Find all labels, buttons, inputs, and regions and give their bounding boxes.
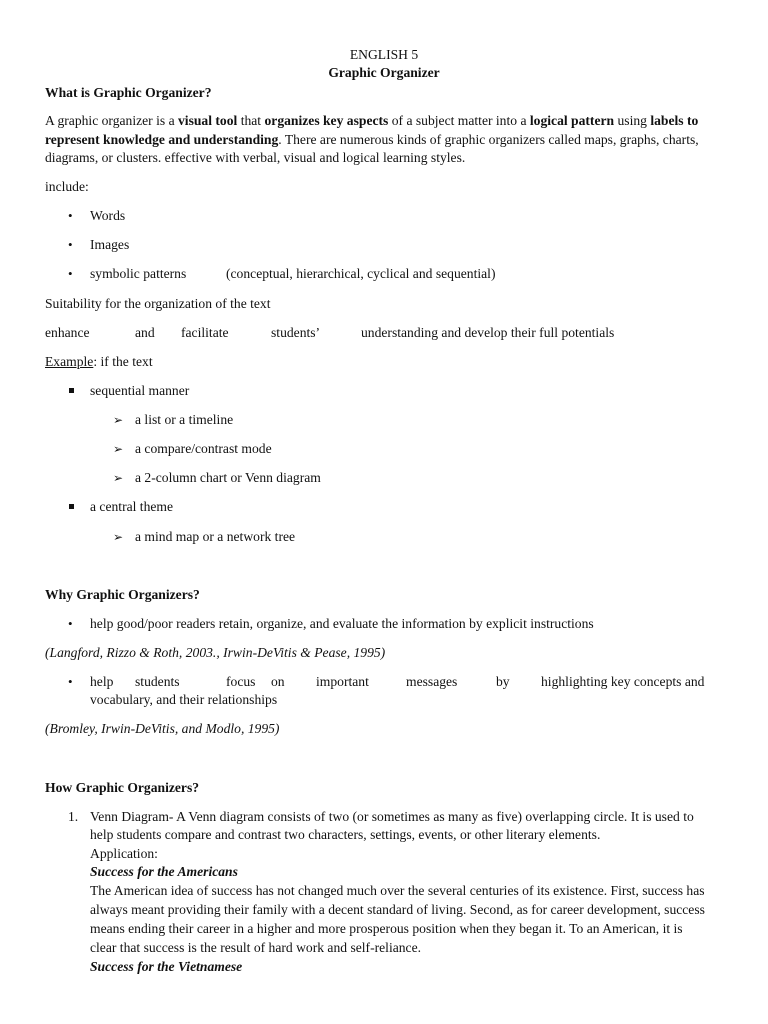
arrow-bullet-icon: ➢ <box>113 530 124 544</box>
subtitle-americans: Success for the Americans <box>90 864 238 879</box>
venn-line-2: help students compare and contrast two characters, settings, events, or other literary elements. <box>90 827 601 842</box>
example-label: Example <box>45 354 94 369</box>
square-bullet-icon <box>69 504 74 509</box>
heading-what: What is Graphic Organizer? <box>45 85 212 100</box>
bullet-dot-icon: • <box>68 237 73 252</box>
enhance-line <box>45 324 645 342</box>
text-run-bold: visual tool <box>178 113 238 128</box>
americans-line-3: means ending their career in a higher and more prosperous position when they began it. To an American, it is <box>90 921 683 936</box>
word: important <box>316 674 369 689</box>
citation: (Bromley, Irwin-DeVitis, and Modlo, 1995) <box>45 721 280 736</box>
word: enhance <box>45 325 90 340</box>
list-item: help good/poor readers retain, organize, and evaluate the information by explicit instructions <box>90 616 594 631</box>
word: focus <box>226 674 256 689</box>
text-run: . There are numerous kinds of graphic organizers called maps, graphs, charts, <box>278 132 699 147</box>
citation: (Langford, Rizzo & Roth, 2003., Irwin-DeVitis & Pease, 1995) <box>45 645 386 660</box>
americans-line-2: always meant providing their family with a decent standard of living. Second, as for career development, success <box>90 902 705 917</box>
sub-list-item: a compare/contrast mode <box>135 441 272 456</box>
heading-how: How Graphic Organizers? <box>45 780 200 795</box>
bullet-dot-icon: • <box>68 616 73 631</box>
word: students’ <box>271 325 321 340</box>
word: on <box>271 674 285 689</box>
square-bullet-icon <box>69 388 74 393</box>
definition-line-2 <box>45 131 699 149</box>
include-label: include: <box>45 179 89 194</box>
text-run: A graphic organizer is a <box>45 113 178 128</box>
americans-line-4: clear that success is the result of hard work and self-reliance. <box>90 940 422 955</box>
americans-line-1: The American idea of success has not changed much over the several centuries of its existence. First, success has <box>90 883 705 898</box>
suitability-line: Suitability for the organization of the text <box>45 296 271 311</box>
example-line <box>45 353 153 371</box>
list-item: Words <box>90 208 126 223</box>
arrow-bullet-icon: ➢ <box>113 413 124 427</box>
venn-line-1: Venn Diagram- A Venn diagram consists of two (or sometimes as many as five) overlapping circle. It is used to <box>90 809 694 824</box>
arrow-bullet-icon: ➢ <box>113 471 124 485</box>
definition-line-3: diagrams, or clusters. effective with verbal, visual and logical learning styles. <box>45 150 466 165</box>
subtitle-vietnamese: Success for the Vietnamese <box>90 959 243 974</box>
list-item: Images <box>90 237 130 252</box>
text-run-bold: represent knowledge and understanding <box>45 132 279 147</box>
justified-line <box>90 673 710 691</box>
text-run-bold: labels to <box>650 113 699 128</box>
word: messages <box>406 674 458 689</box>
word: and <box>135 325 155 340</box>
list-number: 1. <box>68 809 79 824</box>
list-item: a central theme <box>90 499 174 514</box>
word: students <box>135 674 180 689</box>
word: facilitate <box>181 325 229 340</box>
application-label: Application: <box>90 846 158 861</box>
list-item: symbolic patterns <box>90 266 187 281</box>
heading-why: Why Graphic Organizers? <box>45 587 200 602</box>
list-item-continued: vocabulary, and their relationships <box>90 692 278 707</box>
list-item: sequential manner <box>90 383 190 398</box>
bullet-dot-icon: • <box>68 266 73 281</box>
definition-line-1 <box>45 112 698 130</box>
sub-list-item: a 2-column chart or Venn diagram <box>135 470 321 485</box>
course-title: ENGLISH 5 <box>349 47 419 62</box>
text-run: that <box>237 113 265 128</box>
text-run-bold: logical pattern <box>529 113 615 128</box>
bullet-dot-icon: • <box>68 208 73 223</box>
text-run: : if the text <box>93 354 153 369</box>
arrow-bullet-icon: ➢ <box>113 442 124 456</box>
word: by <box>496 674 510 689</box>
text-run: of a subject matter into a <box>388 113 530 128</box>
symbolic-detail: (conceptual, hierarchical, cyclical and sequential) <box>226 266 496 281</box>
bullet-dot-icon: • <box>68 674 73 689</box>
sub-list-item: a list or a timeline <box>135 412 234 427</box>
word: understanding and develop their full potentials <box>361 325 615 340</box>
text-run-bold: organizes key aspects <box>264 113 389 128</box>
word: help <box>90 674 114 689</box>
text-run: using <box>614 113 651 128</box>
word: highlighting key concepts and <box>541 674 705 689</box>
sub-list-item: a mind map or a network tree <box>135 529 296 544</box>
document-title: Graphic Organizer <box>328 65 440 80</box>
